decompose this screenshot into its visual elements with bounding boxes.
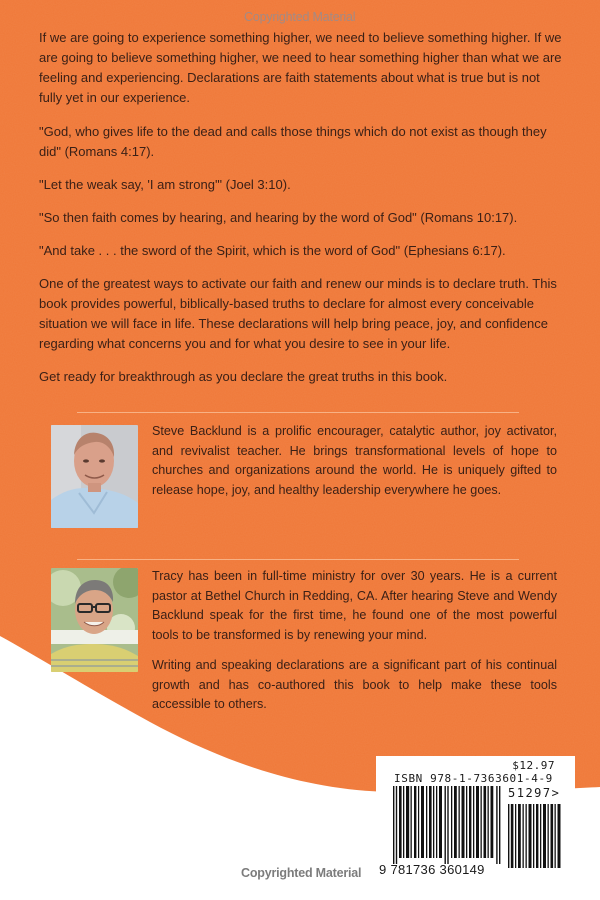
price-label: $12.97 [512,759,555,772]
price-addon-barcode-icon [508,804,562,868]
book-description-paragraph: One of the greatest ways to activate our faith and renew our minds is to declare truth. This book provides powerful, biblically-based truths to declare for almost every conceivable situation we will face in life. These declarations will help bring peace, joy, and confidence regarding what concerns you and for what you desire to see in your life. [39,276,557,351]
tracy-bio-paragraph-2: Writing and speaking declarations are a significant part of his continual growth and has co-authored this book to help make these tools accessible to others. [152,658,557,711]
author-bio-steve [51,425,558,530]
divider-line [77,412,519,413]
copyright-watermark-bottom: Copyrighted Material [241,866,362,880]
divider-line [77,559,519,560]
intro-paragraph: If we are going to experience something higher, we need to believe something higher. If we are going to believe something higher, we need to hear something higher than what we are feeling and experiencing. Declarations are faith statements about what is true but is not fully yet in our experience. [39,30,562,105]
tracy-bio-paragraph-1: Tracy has been in full-time ministry for over 30 years. He is a current pastor at Bethel Church in Redding, CA. After hearing Steve and Wendy Backlund speak for the first time, he found one of the most powerful tools to be transformed is by renewing your mind. [152,569,557,642]
copyright-watermark-top: Copyrighted Material [244,10,356,24]
tracy-portrait-icon [51,568,138,672]
scripture-quote-romans-4-17: "God, who gives life to the dead and calls those things which do not exist as though they did" (Romans 4:17). [39,124,547,159]
barcode-human-readable-digits: 9 781736 360149 [379,862,485,877]
author-photo-steve [51,425,138,528]
scripture-quote-joel-3-10: "Let the weak say, 'I am strong'" (Joel 3:10). [39,177,291,192]
author-photo-tracy [51,568,138,672]
scripture-quote-romans-10-17: "So then faith comes by hearing, and hearing by the word of God" (Romans 10:17). [39,210,518,225]
isbn-label: ISBN 978-1-7363601-4-9 [394,772,553,785]
ean13-barcode-icon [393,786,501,864]
author-bio-tracy [51,568,558,718]
closing-line: Get ready for breakthrough as you declare the great truths in this book. [39,369,448,384]
isbn-barcode-panel [376,756,575,880]
steve-portrait-icon [51,425,138,528]
scripture-quote-ephesians-6-17: "And take . . . the sword of the Spirit, which is the word of God" (Ephesians 6:17). [39,243,506,258]
steve-bio-paragraph: Steve Backlund is a prolific encourager, catalytic author, joy activator, and revivalist teacher. He brings transformational levels of hope to churches and organizations around the world. He is uniquely gifted to release hope, joy, and healthy leadership everywhere he goes. [152,424,557,497]
price-addon-code: 51297> [508,786,561,800]
tracy-bio-text [152,567,557,726]
intro-text-block [39,28,564,400]
steve-bio-text [152,422,557,511]
